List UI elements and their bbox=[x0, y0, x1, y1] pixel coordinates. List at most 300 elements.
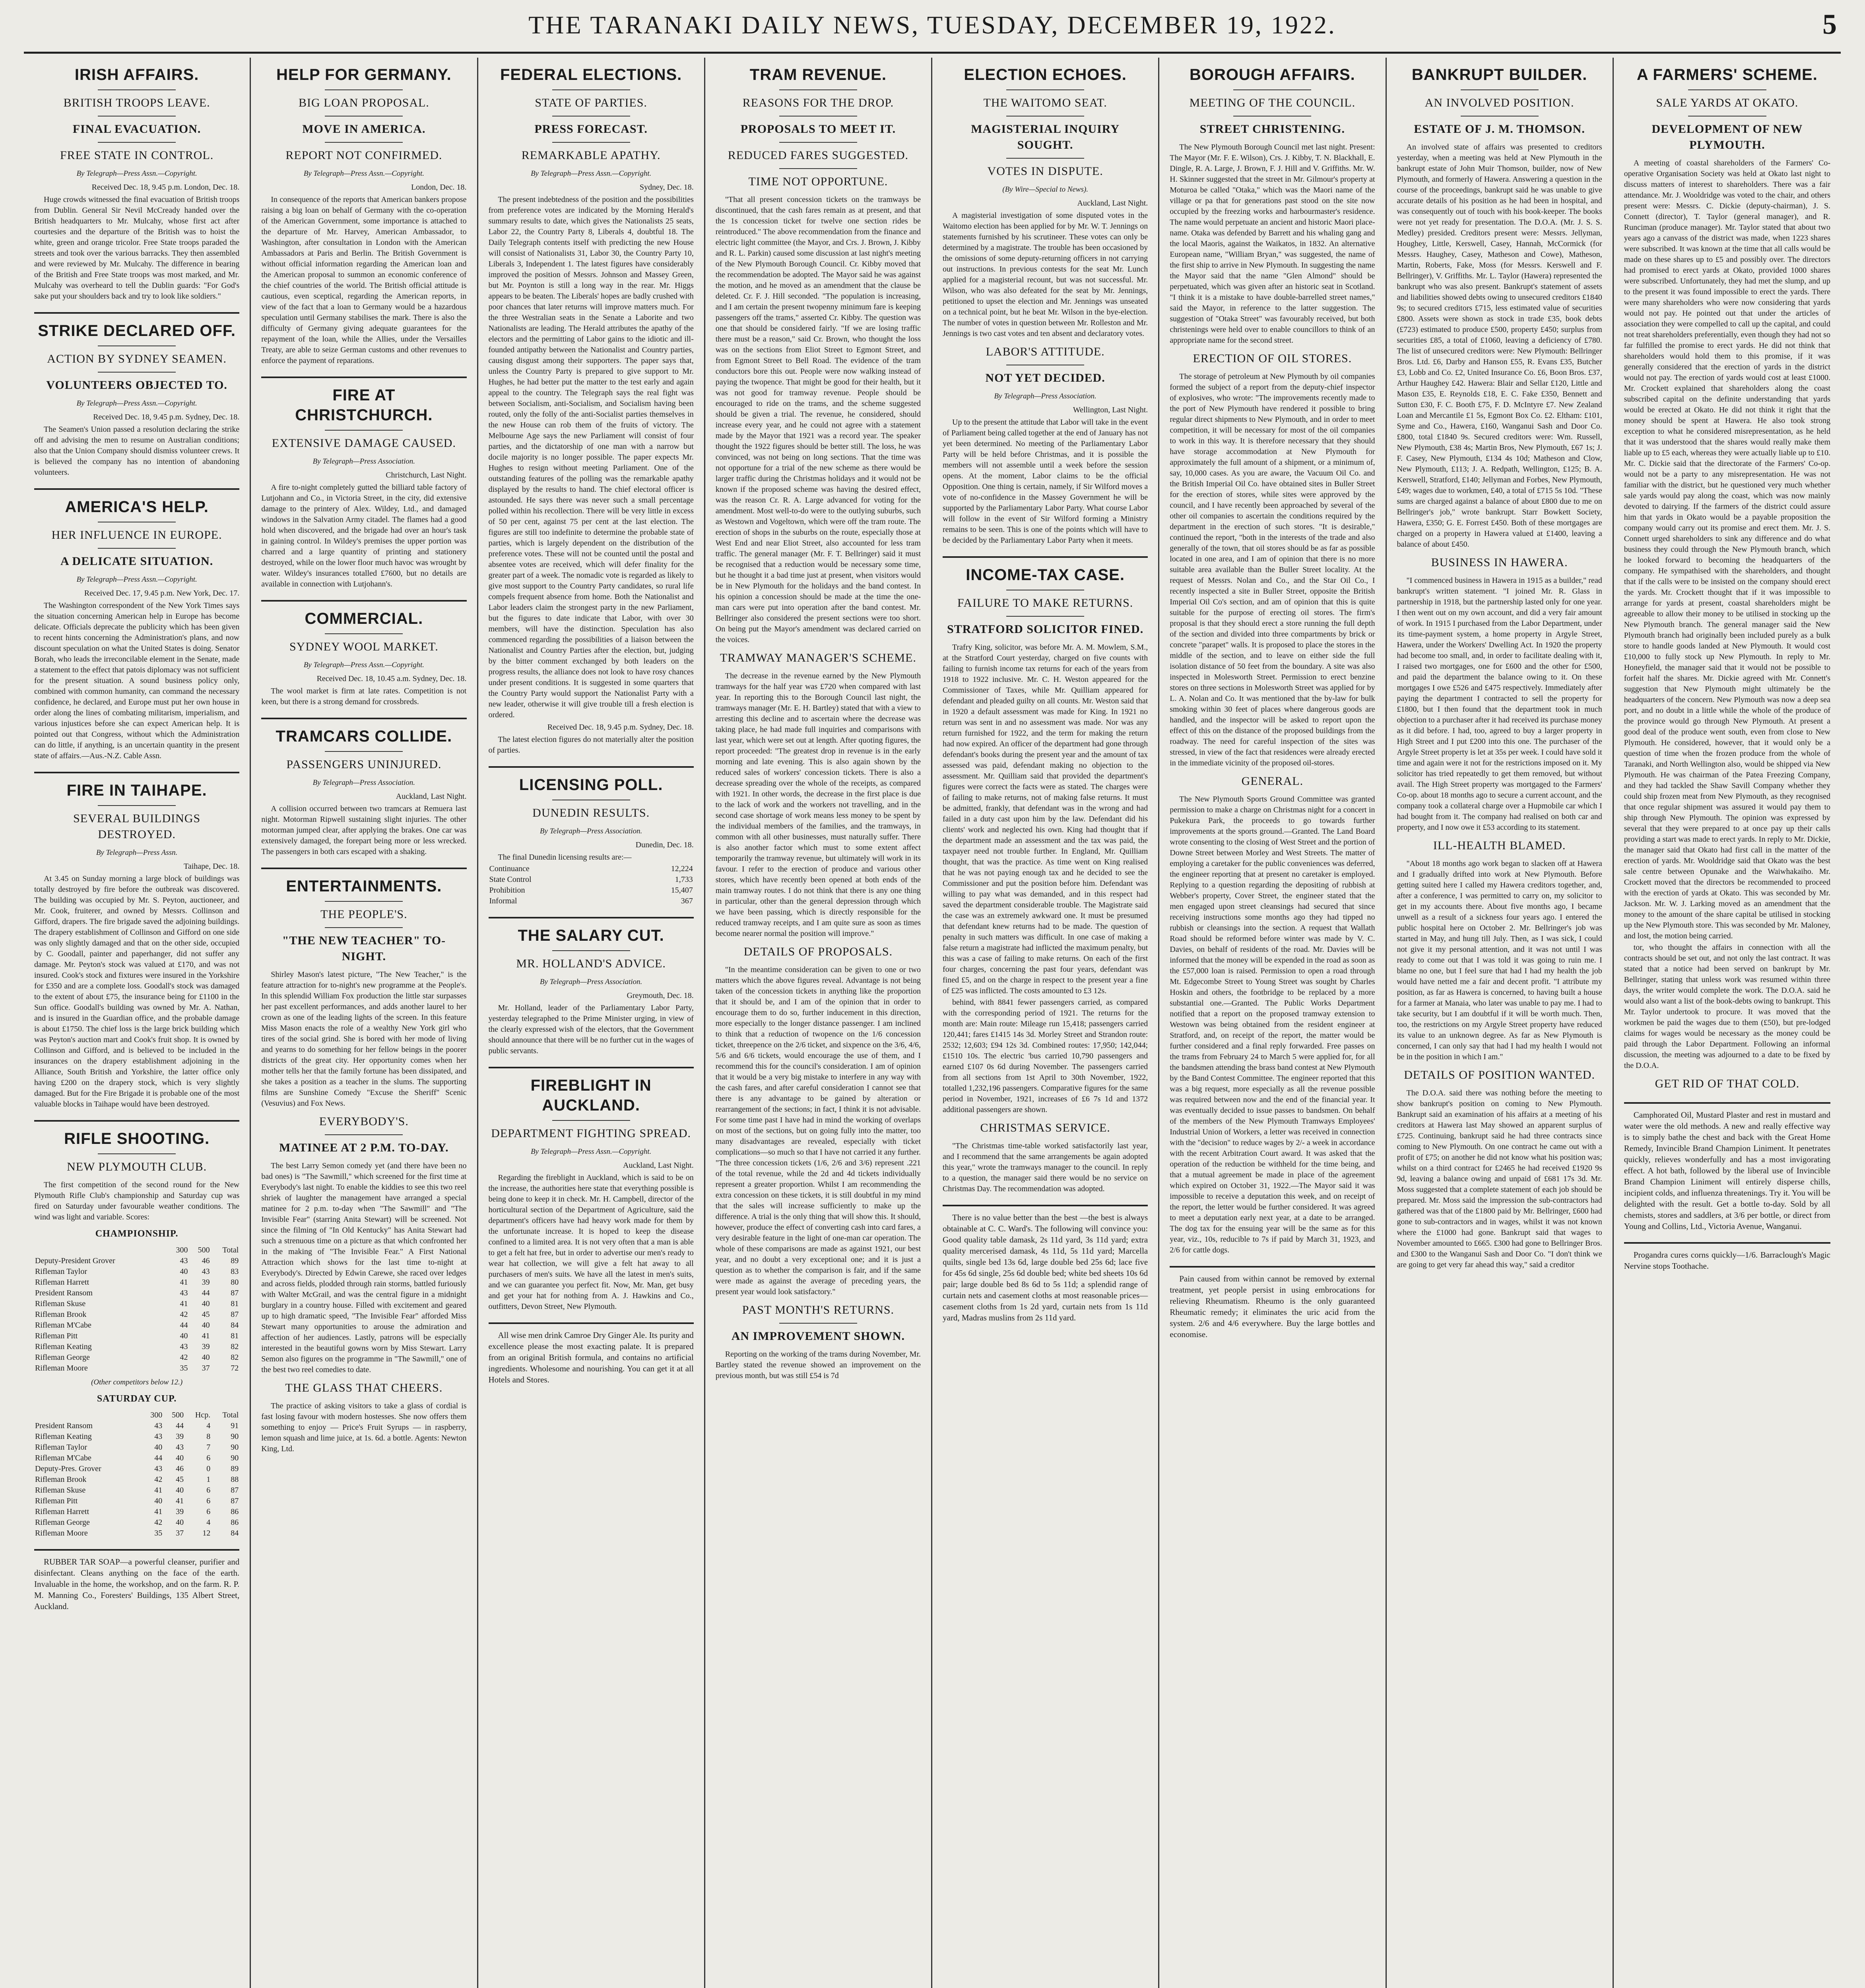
article bbox=[1397, 65, 1602, 550]
table-cell: 39 bbox=[176, 1507, 184, 1516]
table-cell: 45 bbox=[202, 1310, 210, 1319]
table-cell: 80 bbox=[231, 1278, 239, 1287]
column-6 bbox=[1159, 58, 1386, 1988]
table-cell: 43 bbox=[202, 1267, 210, 1276]
table-cell: 87 bbox=[231, 1497, 239, 1505]
article-headline: BANKRUPT BUILDER. bbox=[1411, 66, 1587, 83]
table-header-cell: Hcp. bbox=[195, 1411, 211, 1419]
advert-divider bbox=[1170, 1266, 1375, 1268]
table-cell: 42 bbox=[180, 1353, 188, 1362]
article-body: "I commenced business in Hawera in 1915 as a builder," read bankrupt's written statement. "I joined Mr. R. Glass in partnership in 1918, but the partnership lasted only for one year. I then went out on my own account, and did a very fair amount of work. In 1915 I purchased from the Labor Department, under its time-payment system, a home property in Argyle Street, Hawera, under the Workers' Dwelling Act. In 1920 the property had become too small, and, in order to facilitate dealing with it, I raised two mortgages, one for £600 and the other for £500, and paid the department the balance owing to it. On these mortgages I owe £526 and £475 respectively. Immediately after paying the department I contracted to sell the property for £1800, but I then found that the department took in much objection to a purchaser after it had received its purchase money as it did before. I had, too, agreed to buy a larger property in High Street and I put £200 into this one. The purchaser of the Argyle Street property is let at 35s per week. I could have sold it time and again were it not for the restrictions imposed on it. My solicitor has tried repeatedly to get them removed, but without avail. The High Street property was mortgaged to the Farmers' Co-op. about 18 months ago to secure a current account, and the company took a collateral charge over a Hupmobile car which I had bought from it. The company had realised on both car and property, and I now owe it £53 according to its statement. bbox=[1397, 576, 1602, 832]
table-cell: 89 bbox=[231, 1464, 239, 1473]
wire-credit: By Telegraph—Press Association. bbox=[312, 779, 415, 787]
table-cell: 39 bbox=[176, 1432, 184, 1441]
table-note: (Other competitors below 12.) bbox=[91, 1378, 183, 1386]
wire-credit: By Telegraph—Press Assn.—Copyright. bbox=[76, 399, 197, 408]
article bbox=[261, 600, 466, 707]
table-cell: 0 bbox=[206, 1464, 211, 1473]
table-cell: 37 bbox=[202, 1364, 210, 1373]
article-subheading: DEPARTMENT FIGHTING SPREAD. bbox=[491, 1127, 691, 1140]
article-subheading: PRESS FORECAST. bbox=[534, 122, 648, 136]
article-subheading: REPORT NOT CONFIRMED. bbox=[285, 149, 442, 162]
table-cell: Rifleman Taylor bbox=[35, 1267, 87, 1276]
article-subheading: GENERAL. bbox=[1241, 775, 1304, 788]
article-subheading: ACTION BY SYDNEY SEAMEN. bbox=[47, 352, 227, 365]
article-subheading: SEVERAL BUILDINGS DESTROYED. bbox=[73, 812, 201, 841]
table-cell: 46 bbox=[202, 1256, 210, 1265]
wire-credit: By Telegraph—Press Assn.—Copyright. bbox=[303, 661, 425, 669]
article-subheading: REMARKABLE APATHY. bbox=[521, 149, 661, 162]
advert-divider bbox=[1624, 1242, 1830, 1244]
article bbox=[716, 65, 921, 645]
table-header-cell: 500 bbox=[172, 1411, 184, 1419]
article-subheading: MR. HOLLAND'S ADVICE. bbox=[516, 957, 666, 970]
article-body: The latest election figures do not materially alter the position of parties. bbox=[488, 735, 694, 755]
table-cell: 87 bbox=[231, 1486, 239, 1495]
table-cell: 6 bbox=[206, 1486, 211, 1495]
subhead-rule bbox=[552, 89, 630, 90]
dateline: Received Dec. 18, 9.45 p.m. Sydney, Dec. 18. bbox=[93, 413, 240, 421]
table-cell: 46 bbox=[176, 1464, 184, 1473]
table-cell: 44 bbox=[154, 1454, 163, 1462]
subhead-rule bbox=[98, 1153, 176, 1154]
subhead-rule bbox=[779, 1323, 857, 1324]
wire-credit: By Telegraph—Press Assn.—Copyright. bbox=[530, 1147, 652, 1156]
article-subheading: ILL-HEALTH BLAMED. bbox=[1433, 839, 1566, 852]
dateline: Dunedin, Dec. 18. bbox=[635, 841, 694, 849]
article-subheading: AN INVOLVED POSITION. bbox=[1424, 96, 1574, 109]
subhead-rule bbox=[1688, 89, 1766, 90]
dateline: Taihape, Dec. 18. bbox=[184, 862, 240, 871]
article-divider bbox=[261, 868, 466, 869]
table-header-cell bbox=[34, 1410, 142, 1421]
article-subheading: TRAMWAY MANAGER'S SCHEME. bbox=[720, 651, 916, 664]
table-row bbox=[34, 1331, 239, 1342]
article-subheading: REDUCED FARES SUGGESTED. bbox=[728, 149, 909, 162]
article bbox=[716, 1302, 921, 1381]
table-cell: 43 bbox=[180, 1289, 188, 1297]
article-headline: TRAM REVENUE. bbox=[749, 66, 887, 83]
table-cell: 39 bbox=[202, 1278, 210, 1287]
article-body: behind, with 8841 fewer passengers carried, as compared with the corresponding period of 1921. The returns for the month are: Main route: Mileage run 15,418; passengers carried 120,441; fares £1415 14s 3d. Morley Street and Strandon route: 2532; 12,603; £94 12s 3d. Combined routes: 17,950; 142,044; £1510 10s. The electric 'bus carried 10,790 passengers and earned £107 0s 6d during November. The passengers carried from all sections from 1st April to 30th November, 1922, totalled 1,232,196 passengers. Comparative figures for the same period in November, 1921, increases of £6 7s 1d and 1372 additional passengers are shown. bbox=[943, 998, 1148, 1114]
article bbox=[1170, 1266, 1375, 1340]
table-cell: 6 bbox=[206, 1497, 211, 1505]
article-body: The decrease in the revenue earned by the New Plymouth tramways for the half year was £720 when compared with last year. In reporting this to the Borough Council last night, the tramways manager (Mr. E. H. Bartley) stated that with a view to arresting this decline and to ascertain where the decrease was taking place, he had made full inquiries and comparisons with last year, which were set out at length. After quoting figures, the report proceeded: "The greatest drop in revenue is in the early morning and late evening. This is also again shown by the reduced sales of workers' concession tickets. There is also a decrease spreading over the whole of the receipts, as compared with 1921. In other words, the decrease in the first place is due to the lack of work and the workers not travelling, and in the second case shortage of work means less money to be spent by the individual members of the families, and the tramways, in common with all other businesses, must naturally suffer. There is also another factor which must to some extent affect temporarily the tramway revenue, but ultimately will work in its favour. I refer to the erection of produce and various other stores, which have recently been opened at both ends of the main tramway routes. I do not think that there is any one thing in particular, other than the general depression through which we have been passing, which is directly responsible for the reduced tramway receipts, and I am quite sure as soon as times become nearer normal the position will improve." bbox=[715, 672, 921, 938]
article-subheading: FAILURE TO MAKE RETURNS. bbox=[957, 596, 1133, 610]
advert-divider bbox=[489, 1322, 694, 1324]
article bbox=[261, 1114, 466, 1375]
article bbox=[261, 65, 466, 366]
dateline: Received Dec. 18, 9.45 p.m. London, Dec. 18. bbox=[91, 183, 240, 192]
article-body: The storage of petroleum at New Plymouth by oil companies formed the subject of a report from the deputy-chief inspector of explosives, who wrote: "The improvements recently made to the port of New Plymouth have rendered it possible to bring regular direct shipments to New Plymouth, and in order to meet competition, it will be necessary for most of the oil companies to work in this way. It is therefore necessary that they should have storage accommodation at New Plymouth for approximately the full amount of a shipment, or a minimum of, say, 10,000 cases. As you are aware, the Vacuum Oil Co. and the British Imperial Oil Co. have obtained sites in Buller Street for the erection of stores, while sites were approved by the council, and I have recently been approached by several of the other oil companies to ascertain the conditions required by the department in the erection of such stores. "It is desirable," continued the report, "both in the interests of the trade and also generally of the town, that oil stores should be as far as possible located in one area, and I am of opinion that there is no more suitable area available than the Buller Street locality. At the request of Messrs. Nolan and Co., and the Star Oil Co., I recently inspected a site in Buller Street, opposite the British Imperial Oil Co's section, and am of opinion that this is quite suitable for the purpose of erecting oil stores. The firm's proposal is that they should erect a store running the full depth of the section and divided into three compartments by brick or concrete "parapet" walls. It is proposed to place the stores in the middle of the section, and to leave on either side the full isolation distance of 50 feet from the boundary. A site was also inspected in Molesworth Street. Permission to erect benzine stores on three sections in Molesworth Street was applied for by L. A. Nolan and Co. It was mentioned that the by-law for bulk smoking within 30 feet of places where dangerous goods are handled, and the inspector will be asked to report upon the effect of this on the distance of the proposed buildings from the roadway. The need for careful inspection of the sites was stressed, in view of the fact that residences were already erected in the immediate vicinity of the proposed oil-stores. bbox=[1170, 372, 1375, 767]
wire-credit: By Telegraph—Press Assn.—Copyright. bbox=[303, 169, 425, 178]
table-cell: 37 bbox=[176, 1529, 184, 1538]
dateline: Auckland, Last Night. bbox=[396, 792, 467, 801]
article-headline: COMMERCIAL. bbox=[305, 610, 423, 627]
article bbox=[716, 944, 921, 1297]
subhead-rule bbox=[98, 548, 176, 549]
article bbox=[261, 718, 466, 857]
subhead-rule bbox=[1006, 158, 1084, 159]
article-divider bbox=[34, 488, 239, 490]
subhead-rule bbox=[779, 168, 857, 169]
table-cell: 83 bbox=[231, 1267, 239, 1276]
table-cell: 4 bbox=[206, 1421, 211, 1430]
column-5 bbox=[932, 58, 1159, 1988]
article bbox=[943, 1205, 1148, 1323]
table-cell: Rifleman Taylor bbox=[35, 1443, 87, 1452]
dateline: Christchurch, Last Night. bbox=[386, 471, 467, 480]
article bbox=[34, 1549, 239, 1612]
table-row bbox=[34, 1517, 239, 1528]
table-row bbox=[489, 874, 694, 885]
table-cell: 44 bbox=[202, 1289, 210, 1297]
columns bbox=[24, 58, 1841, 1988]
table-cell: 40 bbox=[180, 1267, 188, 1276]
advertisement: RUBBER TAR SOAP—a powerful cleanser, purifier and disinfectant. Cleans anything on the face of the earth. Invaluable in the home, the workshop, and on the farm. R. P. M. Manning Co., Foresters' Buildings, 135 Albert Street, Auckland. bbox=[34, 1557, 240, 1611]
table-cell: 1 bbox=[206, 1475, 211, 1484]
table-cell: 88 bbox=[231, 1475, 239, 1484]
table-cell: Rifleman Harrett bbox=[35, 1507, 89, 1516]
table-row bbox=[34, 1464, 239, 1474]
table-cell: 41 bbox=[176, 1497, 184, 1505]
wire-credit: By Telegraph—Press Assn.—Copyright. bbox=[76, 169, 197, 178]
wire-credit: By Telegraph—Press Association. bbox=[994, 392, 1096, 400]
table-cell: Rifleman George bbox=[35, 1353, 90, 1362]
table-cell: 367 bbox=[681, 897, 693, 905]
table-cell: Rifleman M'Cabe bbox=[35, 1321, 91, 1330]
page-number: 5 bbox=[1822, 8, 1837, 40]
article-body: Up to the present the attitude that Labor will take in the event of Parliament being called together at the end of January has not yet been determined. No meeting of the Parliamentary Labor Party will be held before Christmas, and it is possible the members will not assemble until a week before the session opens. At the moment, Labor claims to be the official Opposition. One thing is certain, namely, if Sir Wilford moves a vote of no-confidence in the Massey Government he will be supported by the Parliamentary Labor Party. What course Labor will follow in the event of Sir Wilford forming a Ministry remains to be seen. This is one of the points which will have to be decided by the Parliamentary Labor Party when it meets. bbox=[943, 418, 1148, 545]
article-subheading: PROPOSALS TO MEET IT. bbox=[740, 122, 896, 136]
advert-divider bbox=[34, 1549, 239, 1551]
article bbox=[1397, 555, 1602, 833]
table-cell: Prohibition bbox=[489, 886, 525, 895]
table-cell: 43 bbox=[154, 1421, 163, 1430]
article-subheading: STRATFORD SOLICITOR FINED. bbox=[947, 623, 1144, 636]
article-divider bbox=[489, 917, 694, 918]
table-cell: 4 bbox=[206, 1518, 211, 1527]
column-1 bbox=[24, 58, 251, 1988]
article-subheading: MAGISTERIAL INQUIRY SOUGHT. bbox=[971, 122, 1120, 151]
table-cell: 82 bbox=[231, 1342, 239, 1351]
article-body: Mr. Holland, leader of the Parliamentary Labor Party, yesterday telegraphed to the Prime Minister urging, in view of the clearly expressed wish of the electors, that the Government should announce that there will be no further cut in the wages of public servants. bbox=[488, 1004, 694, 1055]
article-divider bbox=[489, 766, 694, 768]
table-cell: 84 bbox=[231, 1321, 239, 1330]
advertisement: There is no value better than the best —the best is always obtainable at C. C. Ward's. The following will convince you: Good quality table damask, 2s 11d yard, 3s 11d yard; extra quality mercerised damask, 4s 11d, 5s 11d yard; Marcella quilts, single bed 13s 6d, large double bed 25s 6d; lace five for 45s 6d single, 25s 6d double bed; white bed sheets 10s 6d pair; large double bed 8s 6d to 5s 11d; a splendid range of curtain nets and casement cloths at most reasonable prices—casement cloths from 1s 2d yard, curtain nets from 1s 11d yard, Madras muslins from 2s 11d yard. bbox=[943, 1213, 1148, 1322]
table-cell: 7 bbox=[206, 1443, 211, 1452]
article bbox=[1397, 1067, 1602, 1270]
article-divider bbox=[261, 718, 466, 719]
table-cell: 41 bbox=[180, 1299, 188, 1308]
article-body: Trafry King, solicitor, was before Mr. A. M. Mowlem, S.M., at the Stratford Court yesterday, charged on five counts with failing to furnish income tax returns for each of the years from 1918 to 1922 inclusive. Mr. C. H. Weston appeared for the Commissioner of Taxes, while Mr. Quilliam appeared for defendant and pleaded guilty on all counts. Mr. Weston said that in 1920 a default assessment was made for King. In 1921 no return was sent in and no assessment was made. Nor was any return furnished for 1922, and the term for making the return had now expired. An officer of the department had gone through defendant's books during the present year and the amount of tax assessed was paid, defendant making no objection to the assessment. Mr. Quilliam said that provided the department's figures were correct the facts were as stated. The charges were of failing to make returns, not of making false returns. It must be admitted, frankly, that defendant was in the wrong and had failed in a duty cast upon him by the law. Defendant did his clients' work and neglected his own. King had thought that if the department made an assessment and the tax was paid, the taxpayer need not trouble further. In England, Mr. Quilliam thought, that was the practice. As time went on King realised that he was not paying enough tax and he decided to see the Commissioner and put the position before him. Defendant was willing to pay what was demanded, and in this respect had saved the department considerable trouble. The Magistrate said the case was an extremely awkward one. It must be presumed that defendant knew returns had to be made. The question of penalty in such matters was difficult. In one case of making a false return a magistrate had inflicted the maximum penalty, but this was a case of failing to make returns. On each of the first four charges, concerning the past four years, defendant was fined £5, and on the charge in respect to the present year a fine of £25 was inflicted. The costs amounted to £3 12s. bbox=[943, 643, 1148, 995]
article-headline: RIFLE SHOOTING. bbox=[64, 1130, 210, 1147]
article bbox=[489, 766, 694, 907]
advertisement: Progandra cures corns quickly—1/6. Barraclough's Magic Nervine stops Toothache. bbox=[1624, 1250, 1830, 1271]
table-cell: Rifleman Skuse bbox=[35, 1486, 86, 1495]
article-headline: BOROUGH AFFAIRS. bbox=[1190, 66, 1355, 83]
article-divider bbox=[261, 377, 466, 378]
article-body: "In the meantime consideration can be given to one or two matters which the above figures reveal. Advantage is not being taken of the concession tickets in anything like the proportion that it should be, and I am of the opinion that in order to encourage them to do so, further inducement in this direction, more especially to the longer distance passenger. I am inclined to think that a reduction of twopence on the 1/6 concession ticket, threepence on the 2/6 ticket, and sixpence on the 3/6, 4/6, 5/6 and 6/6 tickets, would encourage the use of them, and I recommend this for the council's consideration. I am of opinion that it would be a very big mistake to interfere in any way with the cash fares, and after careful consideration I cannot see that there is any advantage to be gained by alteration or rearrangement of the sections; in fact, I think it is not advisable. For some time past I have had in mind the working of overlaps on most of the sections, but on going fully into the matter, too many disadvantages are revealed, especially with ticket complications—so much so that I have not carried it any further. "The three concession tickets (1/6, 2/6 and 3/6) represent .221 of the total revenue, while the 2d and 4d tickets individually represent a greater proportion. Whilst I am recommending the extra concession on these tickets, it is still doubtful in my mind that the sales will increase sufficiently to make up the difference. A trial is the only thing that will show this. It should, however, produce the effect of converting cash into card fares, a very desirable feature in the light of one-man car operation. The whole of these comparisons are made as against 1921, our best year, and no doubt a very exceptional one; and it is just a question as to whether the comparison is fair, and if the same were made as against the average of preceding years, the present year would look satisfactory." bbox=[715, 965, 921, 1296]
column-7 bbox=[1387, 58, 1614, 1988]
table-header-cell: 300 bbox=[150, 1411, 163, 1419]
dateline: Wellington, Last Night. bbox=[1073, 406, 1148, 414]
masthead bbox=[24, 8, 1841, 54]
table-row bbox=[34, 1352, 239, 1363]
article bbox=[1170, 351, 1375, 769]
article-subheading: DUNEDIN RESULTS. bbox=[532, 806, 650, 819]
article bbox=[943, 1120, 1148, 1194]
article-subheading: LABOR'S ATTITUDE. bbox=[986, 345, 1105, 358]
article-headline: THE SALARY CUT. bbox=[518, 927, 664, 944]
wire-credit: By Telegraph—Press Association. bbox=[540, 978, 642, 986]
table-cell: Rifleman Moore bbox=[35, 1529, 88, 1538]
article-subheading: CHRISTMAS SERVICE. bbox=[980, 1121, 1110, 1134]
table-row bbox=[34, 1342, 239, 1352]
table-cell: 42 bbox=[154, 1518, 163, 1527]
table-cell: 6 bbox=[206, 1454, 211, 1462]
article-divider bbox=[489, 1067, 694, 1068]
scores-table bbox=[34, 1410, 239, 1539]
table-cell: Continuance bbox=[489, 864, 530, 873]
table-cell: Rifleman Brook bbox=[35, 1310, 87, 1319]
article bbox=[34, 1120, 239, 1539]
article-headline: STRIKE DECLARED OFF. bbox=[38, 322, 236, 340]
article-subheading: ESTATE OF J. M. THOMSON. bbox=[1414, 122, 1585, 136]
article-headline: IRISH AFFAIRS. bbox=[74, 66, 199, 83]
article-subheading: STREET CHRISTENING. bbox=[1199, 122, 1345, 136]
article-headline: TRAMCARS COLLIDE. bbox=[276, 728, 452, 745]
article bbox=[489, 917, 694, 1056]
table-cell: 35 bbox=[180, 1364, 188, 1373]
table-cell: 40 bbox=[154, 1443, 163, 1452]
article-body: Reporting on the working of the trams during November, Mr. Bartley stated the revenue showed an improvement on the previous month, but was still £54 is 7d bbox=[715, 1350, 921, 1380]
article-body: The first competition of the second round for the New Plymouth Rifle Club's championship and Saturday cup was fired on Saturday under favourable weather conditions. The wind was light and variable. Scores: bbox=[34, 1180, 240, 1221]
article-headline: ENTERTAINMENTS. bbox=[286, 878, 442, 895]
table-cell: 42 bbox=[180, 1310, 188, 1319]
table-cell: Rifleman Pitt bbox=[35, 1497, 78, 1505]
table-cell: 40 bbox=[202, 1321, 210, 1330]
article-subheading: REASONS FOR THE DROP. bbox=[742, 96, 894, 109]
article-headline: FEDERAL ELECTIONS. bbox=[500, 66, 682, 83]
table-cell: 44 bbox=[180, 1321, 188, 1330]
article-subheading: AN IMPROVEMENT SHOWN. bbox=[731, 1330, 905, 1343]
subhead-rule bbox=[325, 89, 403, 90]
article-headline: FIRE IN TAIHAPE. bbox=[66, 782, 207, 799]
subhead-rule bbox=[98, 89, 176, 90]
article-body: The New Plymouth Sports Ground Committee was granted permission to make a charge on Christmas night for a concert in Pukekura Park, the proceeds to go towards further improvements at the sports ground.—Granted. The Land Board wrote consenting to the closing of West Street and the portion of Downe Street between Morley and West Streets. The matter of employing a caretaker for the public conveniences was deferred, the engineer reporting that at present no caretaker is employed. Replying to a question regarding the depositing of rubbish at Webber's property, Cover Street, the engineer stated that the men engaged upon street cleansings had secured that since receiving instructions some months ago they had tipped no rubbish or cleansings into the section. A request that Wallath Road should be reformed before winter was made by V. C. Davies, on behalf of residents of the road. Mr. Davies will be informed that the money will be expended in the road as soon as the £57,000 loan is raised. Permission to open a road through Mt. Edgecombe Street to Young Street was sought by Charles Hoskin and others, the footbridge to be replaced by a more substantial one.—Granted. The Public Works Department notified that a report on the proposed tramway extension to Westown was being obtained from the resident engineer at Stratford, and, on receipt of the report, the matter would be further considered and a final reply forwarded. Free passes on the trams from February 24 to March 5 were applied for, for all the bandsmen attending the brass band contest at New Plymouth by the Band Contest Committee. The engineer reported that this was a big request, more especially as all the revenue possible was required between now and the end of the financial year. It was eventually decided to issue passes to bandsmen. On behalf of the members of the New Plymouth Tramways Employees' Industrial Union of Workers, a letter was received in connection with the "decision" to reduce wages by 2/- a week in accordance with the recent Arbitration Court award. It was asked that the operation of the reduction be withheld for the time being, and that a mutual agreement be made in place of the agreement which expired on October 31, 1922.—The Mayor said it was impossible to receive a deputation this week, and on receipt of the report, the letter would be further considered. It was agreed to meet a deputation early next year, at a date to be arranged. The dog tax for the ensuing year will be the same as for this year, viz., 10s, reducible to 7s if paid by March 31, 1923, and 2/6 for cattle dogs. bbox=[1170, 795, 1375, 1254]
article-body: The D.O.A. said there was nothing before the meeting to show bankrupt's position on coming to New Plymouth. Bankrupt said an examination of his affairs at a meeting of his creditors at Hawera last May showed an apparent surplus of £725. Continuing, bankrupt said he had three contracts since coming to New Plymouth. On one contract he came out with a profit of £75; on another he did not know what his position was; whilst on a third contract for £2465 he had received £1920 9s 9d, leaving a balance owing and unpaid of £681 17s 3d. Mr. Moss suggested that a complete statement of each job should be prepared. Mr. Moss said the impression the sub-contractors had gathered was that of the £1800 paid by Mr. Bellringer, £600 had gone to sub-contractors and in wages, whilst it was not known where the £1000 had gone. Bankrupt said that wages to November amounted to £665. £300 had gone to Bellringer Bros. and £300 to the Wanganui Sash and Door Co. "I don't think we are going to get very far ahead this way," said a creditor bbox=[1397, 1089, 1602, 1269]
article-divider bbox=[261, 600, 466, 602]
subhead-rule bbox=[325, 901, 403, 902]
article-body: A meeting of coastal shareholders of the Farmers' Co-operative Organisation Society was held at Okato last night to discuss matters of interest to shareholders. There was a fair attendance. Mr. J. Wooldridge was voted to the chair, and others present were: Messrs. C. Dickie (deputy-chairman), J. S. Connett (director), T. Taylor (general manager), and R. Runciman (produce manager). Mr. Taylor stated that about two years ago a canvass of the district was made, when 1223 shares were subscribed. It was known at the time that all calls would be made on these shares up to £5 and possibly over. The directors had promised to erect yards at Okato, provided 1000 shares were subscribed. Unfortunately, they had met the slump, and up to the present it was found impossible to erect the yards. There were many shareholders who were now considering that yards would not pay. He pointed out that under the articles of association they were compelled to call up the capital, and could not treat shareholders preferentially, even though they had not so far fulfilled the promise to erect yards. He did not think that shareholders would hold them to this promise, if it was generally considered that the erection of yards in the district would not pay. The erection of yards would cost at least £1000. Mr. Crockett explained that shareholders along the coast subscribed capital on the definite understanding that yards would be erected at Okato. He did not think it right that the money should be spent at Hawera. He also took strong exception to what he considered misrepresentation, as he held that it was understood that the shares would really make them liable up to £5 each, whereas they were actually liable up to £10. Mr. C. Dickie said that the directorate of the Farmers' Co-op. would not be a party to any misrepresentation. He was not familiar with the district, but he questioned very much whether sale yards would pay along the coast, which was now mainly devoted to dairying. If the farmers of the district could assure him that yards in Okato would be a payable proposition the company would carry out its promise and erect them. Mr. J. S. Connett urged shareholders to sink any difference and do what business they could through the New Plymouth branch, which he looked forward to becoming the headquarters of the company. He sympathised with the shareholders, and thought that if the calls were to be insisted on the company should erect the yards. Mr. Crockett thought that if it was impossible to arrange for yards at present, coastal shareholders might be agreeable to allow their money to be utilised in stocking up the New Plymouth branch. The general manager said the New Plymouth branch had originally been included purely as a bulk store to handle goods landed at New Plymouth. It would cost £10,000 to fully stock up New Plymouth. In reply to Mr. Honeyfield, the manager said that it would not be possible to forfeit half the shares. Mr. Dickie agreed with Mr. Connett's suggestion that New Plymouth might ultimately be the headquarters of the concern. New Plymouth was now a deep sea port, and no doubt in a little while the whole of the produce of the province would go through New Plymouth. At present a good deal of the produce went south, even from close to New Plymouth. He considered, however, that it would only be a question of time when the frozen produce from the whole of Taranaki, and North Wellington also, would be shipped via New Plymouth. He was chairman of the Patea Freezing Company, and they had tackled the Shaw Savill Company whether they could ship frozen meat from New Plymouth, as they recognised that once regular shipment was assured it would pay them to ship through New Plymouth. The opinion was expressed by several that they were prepared to at once pay up their calls providing a start was made to erect yards. In reply to Mr. Dickie, the manager said that Okato had first call in the matter of the erection of yards. Mr. Wooldridge said that Okato was the best sale centre between Opunake and the Waiwhakaiho. Mr. Crockett moved that the directors be recommended to proceed with the erection of yards at Okato. This was seconded by Mr. Jackson. Mr. W. J. Larking moved as an amendment that the money to the amount of the share capital be utilised in stocking up the New Plymouth store. This was seconded by Mr. Maloney, and lost, the motion being carried. bbox=[1624, 159, 1830, 940]
column-8 bbox=[1614, 58, 1841, 1988]
table-cell: 82 bbox=[231, 1353, 239, 1362]
table-header-row bbox=[34, 1410, 239, 1421]
article bbox=[1170, 773, 1375, 1256]
article-subheading: STATE OF PARTIES. bbox=[535, 96, 647, 109]
advertisement: Pain caused from within cannot be removed by external treatment, yet people persist in using embrocations for relieving Rheumatism. Rheumo is the only guaranteed Rheumatic remedy; it eliminates the uric acid from the system. 2/6 and 4/6 everywhere. Buy the large bottles and economise. bbox=[1170, 1274, 1375, 1339]
table-cell: 43 bbox=[154, 1464, 163, 1473]
table-title: CHAMPIONSHIP. bbox=[95, 1229, 179, 1239]
column-2 bbox=[251, 58, 478, 1988]
table-cell: 1,733 bbox=[675, 875, 693, 884]
table-cell: Deputy-Pres. Grover bbox=[35, 1464, 101, 1473]
article bbox=[34, 488, 239, 761]
article-subheading: PAST MONTH'S RETURNS. bbox=[742, 1303, 895, 1316]
table-cell: President Ransom bbox=[35, 1289, 93, 1297]
subhead-rule bbox=[1461, 89, 1539, 90]
article-subheading: MOVE IN AMERICA. bbox=[302, 122, 426, 136]
subhead-rule bbox=[325, 1134, 403, 1135]
table-cell: 72 bbox=[231, 1364, 239, 1373]
article-body: The practice of asking visitors to take a glass of cordial is fast losing favour with modern hostesses. She now offers them something to enjoy — Price's Fruit Syrups — in raspberry, lemon squash and lime juice, at 1s. 6d. a bottle. Agents: Newton King, Ltd. bbox=[261, 1402, 467, 1453]
subhead-rule bbox=[779, 89, 857, 90]
article-headline: LICENSING POLL. bbox=[519, 776, 663, 794]
article-body: The New Plymouth Borough Council met last night. Present: The Mayor (Mr. F. E. Wilson), Crs. J. Kibby, T. N. Blackhall, E. Dingle, R. A. Large, J. Brown, F. J. Hill and V. Griffiths. Mr. W. H. Skinner suggested that the street in Mr. Gilmour's property at Moturoa be called "Otaka," which was the Maori name of the village or pa that for generations past stood on the site now occupied by the freezing works and harbourmaster's residence. The name would perpetuate an ancient and historic Maori place-name. Otaka was defended by Barrett and his whaling gang and the local Maoris, against the Waikatos, in 1832. An alternative European name, "William Bryan," was suggested, the name of the first ship to arrive in New Plymouth. In suggesting the name the Mayor said that the name "Glen Almond" should be perpetuated, which was given after an historic seat in Scotland. "I think it is a mistake to have double-barrelled street names," said the Mayor, in reference to the latter suggestion. The suggestion of "Otaka Street" was favourably received, but both christenings were held over to enable councillors to think of an appropriate name for the second street. bbox=[1170, 143, 1375, 345]
table-cell: 40 bbox=[176, 1486, 184, 1495]
table-cell: 90 bbox=[231, 1443, 239, 1452]
table-row bbox=[34, 1431, 239, 1442]
article-headline: FIREBLIGHT IN AUCKLAND. bbox=[530, 1077, 652, 1114]
table-cell: Rifleman Skuse bbox=[35, 1299, 86, 1308]
table-cell: 44 bbox=[176, 1421, 184, 1430]
advert-divider bbox=[943, 1205, 1148, 1206]
table-cell: 84 bbox=[231, 1529, 239, 1538]
article-subheading: BIG LOAN PROPOSAL. bbox=[298, 96, 429, 109]
article-headline: ELECTION ECHOES. bbox=[964, 66, 1127, 83]
dateline: London, Dec. 18. bbox=[411, 183, 467, 192]
article bbox=[1170, 65, 1375, 346]
article bbox=[1624, 1242, 1830, 1272]
article-body: A collision occurred between two tramcars at Remuera last night. Motorman Ripwell sustaining slight injuries. The other motorman jumped clear, after applying the brakes. One car was extensively damaged, the forepart being more or less wrecked. The passengers in both cars escaped with a shaking. bbox=[261, 804, 467, 856]
dateline: Received Dec. 18, 9.45 p.m. Sydney, Dec. 18. bbox=[547, 723, 694, 732]
article-subheading: NOT YET DECIDED. bbox=[985, 371, 1105, 384]
table-cell: Rifleman M'Cabe bbox=[35, 1454, 91, 1462]
article-subheading: PASSENGERS UNINJURED. bbox=[286, 758, 442, 771]
table-row bbox=[34, 1320, 239, 1331]
article-headline: A FARMERS' SCHEME. bbox=[1636, 66, 1818, 83]
table-header-cell: Total bbox=[222, 1246, 239, 1254]
table-cell: 41 bbox=[202, 1332, 210, 1340]
article-headline: FIRE AT CHRISTCHURCH. bbox=[295, 386, 433, 424]
article-body: At 3.45 on Sunday morning a large block of buildings was totally destroyed by fire before the outbreak was discovered. The building was occupied by Mr. S. Peyton, auctioneer, and Mr. Cook, fruiterer, and owned by Messrs. Collinson and Gifford, drapers. The fire brigade saved the adjoining buildings. The drapery establishment of Collinson and Gifford on one side was only slightly damaged and that on the other side, occupied by C. Goodall, painter and paperhanger, did not suffer any damage. Mr. Peyton's stock was valued at £170, and was not insured. Cook's stock and fixtures were insured in the Yorkshire for £350 and are a complete loss. Goodall's stock was damaged to the extent of about £75, the insurance being for £1100 in the Sun office. Goodall's building was owned by Mr. A. Nathan, and is insured in the Guardian office, and the probable damage is about £1750. The chief loss is the large brick building which was Peyton's auction mart and Cook's fruit shop. It is owned by Collinson and Gifford, and is believed to be included in the insurances on the drapery establishment adjoining in the Alliance, South British and Yorkshire, the latter office only having £200 on the drapery stock, which is very slightly damaged. But for the Fire Brigade it is probable one of the most valuable blocks in Taihape would have been destroyed. bbox=[34, 874, 240, 1109]
advertisement: All wise men drink Camroe Dry Ginger Ale. Its purity and excellence please the most exacting palate. It is prepared from an original British formula, and contains no artificial ingredients. Wholesome and nourishing. You can get it at all Hotels and Stores. bbox=[488, 1330, 694, 1384]
article-body: "The Christmas time-table worked satisfactorily last year, and I recommend that the same arrangements be again adopted this year," wrote the tramways manager to the council. In reply to a question, the manager said there would be no service on Christmas Day. The recommendation was adopted. bbox=[943, 1142, 1148, 1193]
table-cell: 41 bbox=[154, 1486, 163, 1495]
wire-credit: By Telegraph—Press Association. bbox=[540, 827, 642, 835]
table-cell: 87 bbox=[231, 1289, 239, 1297]
article bbox=[34, 65, 239, 302]
table-title: SATURDAY CUP. bbox=[97, 1394, 177, 1404]
article-subheading: FINAL EVACUATION. bbox=[72, 122, 201, 136]
table-row bbox=[34, 1485, 239, 1496]
table-cell: 12 bbox=[202, 1529, 211, 1538]
table-row bbox=[34, 1474, 239, 1485]
article-headline: AMERICA'S HELP. bbox=[65, 498, 209, 516]
subhead-rule bbox=[98, 372, 176, 373]
subhead-rule bbox=[325, 927, 403, 928]
table-row bbox=[34, 1256, 239, 1266]
article-subheading: DEVELOPMENT OF NEW PLYMOUTH. bbox=[1652, 122, 1803, 151]
wire-credit: By Telegraph—Press Assn.—Copyright. bbox=[530, 169, 652, 178]
results-table bbox=[489, 864, 694, 907]
article-subheading: VOLUNTEERS OBJECTED TO. bbox=[46, 379, 227, 392]
table-cell: 41 bbox=[154, 1507, 163, 1516]
article bbox=[261, 868, 466, 1109]
article-body: The Washington correspondent of the New York Times says the situation concerning American help in Europe has become delicate. Officials deprecate the publicity which has been given to recent hints concerning the Administration's plans, and now discount speculation on what the United States is doing. Senator Borah, who leads the irreconcilable element in the Senate, made a statement to the effect that patois diplomacy was not sufficient for the present situation. A sound business policy only, combined with common humanity, can command the necessary confidence, he declared, and Europe must put her own house in order along the lines of combating militarism, imperialism, and various injustices before she can expect American help. It is pointed out that Congress, without which the Administration can do little, if anything, is an uncertain quantity in the present state of affairs.—Aus.-N.Z. Cable Assn. bbox=[34, 601, 240, 760]
advert-divider bbox=[1624, 1102, 1830, 1104]
subhead-rule bbox=[325, 430, 403, 431]
table-header-cell: 300 bbox=[176, 1246, 188, 1254]
table-cell: 91 bbox=[231, 1421, 239, 1430]
table-cell: Rifleman Keating bbox=[35, 1432, 92, 1441]
scores-table bbox=[34, 1245, 239, 1374]
table-cell: President Ransom bbox=[35, 1421, 93, 1430]
wire-credit: By Telegraph—Press Assn.—Copyright. bbox=[76, 575, 197, 584]
table-cell: 15,407 bbox=[671, 886, 693, 895]
article-subheading: DETAILS OF POSITION WANTED. bbox=[1404, 1068, 1595, 1081]
table-row bbox=[34, 1277, 239, 1288]
article bbox=[34, 772, 239, 1110]
article-subheading: MATINEE AT 2 P.M. TO-DAY. bbox=[279, 1141, 449, 1154]
table-row bbox=[34, 1496, 239, 1507]
table-cell: 81 bbox=[231, 1299, 239, 1308]
table-cell: 40 bbox=[176, 1518, 184, 1527]
subhead-rule bbox=[325, 633, 403, 634]
wire-credit: (By Wire—Special to News). bbox=[1002, 185, 1088, 194]
table-cell: 41 bbox=[180, 1278, 188, 1287]
table-cell: Deputy-President Grover bbox=[35, 1256, 115, 1265]
table-cell: 43 bbox=[180, 1256, 188, 1265]
table-cell: 43 bbox=[180, 1342, 188, 1351]
article-subheading: BRITISH TROOPS LEAVE. bbox=[63, 96, 210, 109]
advertisement: Camphorated Oil, Mustard Plaster and rest in mustard and water were the old methods. A new and really effective way is to simply bathe the chest and back with the Great Home Remedy, Invincible Brand Champion Liniment. It penetrates quickly, relieves wonderfully and has a most invigorating effect. A hot bath, followed by the liberal use of Invincible Brand Champion Liniment will entirely disperse chills, incipient colds, and influenza threatenings. Try it. You will be delighted with the result. Get a bottle to-day. Sold by all chemists, stores and saddlers, at 3/6 per bottle, or direct from Young and Collins, Ltd., Victoria Avenue, Wanganui. bbox=[1624, 1110, 1830, 1231]
table-cell: 45 bbox=[176, 1475, 184, 1484]
subhead-rule bbox=[552, 1120, 630, 1121]
dateline: Sydney, Dec. 18. bbox=[639, 183, 694, 192]
table-cell: Rifleman Brook bbox=[35, 1475, 87, 1484]
article-subheading: NEW PLYMOUTH CLUB. bbox=[67, 1160, 207, 1173]
article-divider bbox=[34, 1120, 239, 1122]
table-cell: 43 bbox=[154, 1432, 163, 1441]
table-cell: State Control bbox=[489, 875, 532, 884]
table-cell: Rifleman George bbox=[35, 1518, 90, 1527]
article bbox=[489, 1322, 694, 1385]
article-body: "That all present concession tickets on the tramways be discontinued, that the cash fares remain as at present, and that the 1s concession ticket for twelve one section rides be reintroduced." The above recommendation from the finance and electric light committee (the Mayor, and Crs. J. Brown, J. Kibby and R. L. Parkin) caused some discussion at last night's meeting of the New Plymouth Borough Council. Cr. Kibby moved that the recommendation be adopted. The Mayor said he was against the motion, and he moved as an amendment that the clause be deleted. Cr. F. J. Hill seconded. "The population is increasing, and I am certain the present twopenny minimum fare is keeping passengers off the trams," asserted Cr. Kibby. The question was one that should be considered fairly. "If we are losing traffic there must be a reason," said Cr. Brown, who thought the loss was on the sections from Eliot Street to Egmont Street, and from Egmont Street to Bell Road. The evidence of the tram conductors bore this out. People were now walking instead of paying the twopence. That might be good for their health, but it was not good for tramway revenue. People should be encouraged to ride on the trams, and the scheme suggested should be given a trial. The revenue, he considered, should increase every year, and he could not agree with a statement made by the Mayor that 1921 was a record year. The speaker thought the 1922 figures should be better still. The loss, he was convinced, was not being on long sections. That the time was not opportune for a trial of the new scheme as there would be larger traffic during the Christmas holidays and it would not be known if the proposed scheme was having the desired effect, was the reason Cr. R. A. Large advanced for voting for the amendment. Most well-to-do were to the outlying suburbs, such as Westown and Vogeltown, which were off the tram route. The erection of shops in the suburbs on the route, especially those at West End and near Eliot Street, also accounted for less tram traffic. The general manager (Mr. F. T. Bellringer) said it must be recognised that a reduction would be necessary some time, but he thought it a bad time just at present, when visitors would be in New Plymouth for the holidays and the band contest. In his opinion a concession should be made at the time the one-man cars were put into operation after the band contest. Mr. Bellringer also considered the present sections were too short. On being put the Mayor's amendment was declared carried on the voices. bbox=[715, 195, 921, 644]
column-3 bbox=[478, 58, 705, 1988]
article-subheading: A DELICATE SITUATION. bbox=[60, 555, 213, 568]
subhead-rule bbox=[552, 950, 630, 951]
wire-credit: By Telegraph—Press Association. bbox=[312, 457, 415, 466]
article bbox=[34, 312, 239, 478]
table-row bbox=[34, 1507, 239, 1517]
subhead-rule bbox=[1006, 89, 1084, 90]
table-row bbox=[34, 1421, 239, 1431]
article-divider bbox=[943, 556, 1148, 558]
table-cell: 8 bbox=[206, 1432, 211, 1441]
table-row bbox=[489, 896, 694, 907]
table-cell: 12,224 bbox=[671, 864, 693, 873]
dateline: Received Dec. 17, 9.45 p.m. New York, Dec. 17. bbox=[84, 589, 240, 598]
table-row bbox=[34, 1299, 239, 1309]
article-subheading: BUSINESS IN HAWERA. bbox=[1431, 556, 1568, 569]
article-body: A fire to-night completely gutted the billiard table factory of Lutjohann and Co., in Victoria Street, in the city, did extensive damage to the printery of Alex. Wildey, Ltd., and damaged windows in the Salvation Army citadel. The flames had a good hold when discovered, and the brigade had over an hour's task in gaining control. In Wildey's premises the upper portion was charred and a large quantity of printing and stationery destroyed, while on the lower floor much havoc was wrought by water. Wildey's insurances totalled £7600, but no details are available in connection with Lutjohann's. bbox=[261, 483, 467, 588]
table-cell: 90 bbox=[231, 1432, 239, 1441]
article-divider bbox=[34, 772, 239, 773]
article-subheading: "THE NEW TEACHER" TO-NIGHT. bbox=[282, 934, 446, 963]
masthead-title: THE TARANAKI DAILY NEWS, TUESDAY, DECEMBER 19, 1922. bbox=[528, 11, 1336, 39]
